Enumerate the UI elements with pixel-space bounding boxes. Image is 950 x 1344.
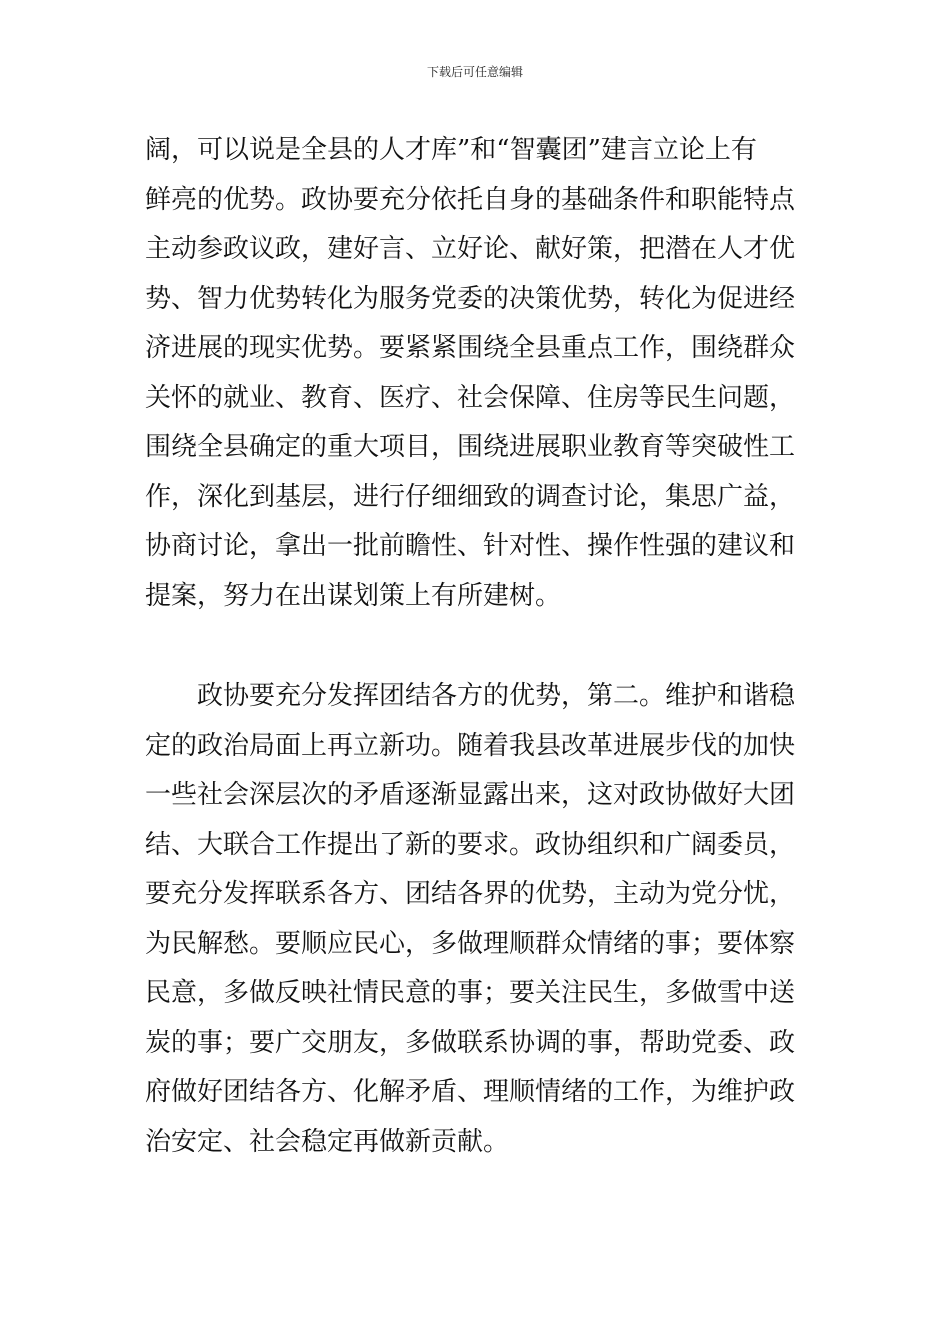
- paragraph-line: 提案，努力在出谋划策上有所建树。: [145, 580, 562, 611]
- paragraph-line: 阔，可以说是全县的人才库”和“智囊团”建言立论上有: [145, 135, 757, 165]
- paragraph-line: 结、大联合工作提出了新的要求。政协组织和广阔委员，: [145, 829, 796, 860]
- paragraph-line: 一些社会深层次的矛盾逐渐显露出来，这对政协做好大团: [145, 780, 796, 810]
- paragraph-line: 炭的事；要广交朋友，多做联系协调的事，帮助党委、政: [145, 1027, 796, 1058]
- paragraph-line: 要充分发挥联系各方、团结各界的优势，主动为党分忧，: [145, 879, 796, 909]
- paragraph-line: 协商讨论，拿出一批前瞻性、针对性、操作性强的建议和: [145, 531, 796, 561]
- paragraph-line: 围绕全县确定的重大项目，围绕进展职业教育等突破性工: [145, 432, 796, 462]
- paragraph-2: [145, 672, 810, 1167]
- paragraph-line: 主动参政议政，建好言、立好论、献好策，把潜在人才优: [145, 234, 796, 264]
- paragraph-line: 势、智力优势转化为服务党委的决策优势，转化为促进经: [145, 283, 796, 314]
- paragraph-line: 民意，多做反映社情民意的事；要关注民生，多做雪中送: [145, 978, 796, 1008]
- paragraph-line: 府做好团结各方、化解矛盾、理顺情绪的工作，为维护政: [145, 1077, 796, 1107]
- paragraph-line: 治安定、社会稳定再做新贡献。: [145, 1126, 510, 1157]
- paragraph-line: 定的政治局面上再立新功。随着我县改革进展步伐的加快: [145, 730, 796, 761]
- paragraph-line: 政协要充分发挥团结各方的优势，第二。维护和谐稳: [145, 681, 796, 711]
- paragraph-line: 鲜亮的优势。政协要充分依托自身的基础条件和职能特点: [145, 184, 796, 215]
- paragraph-line: 为民解愁。要顺应民心，多做理顺群众情绪的事；要体察: [145, 928, 796, 959]
- header-note: 下载后可任意编辑: [426, 65, 523, 79]
- paragraph-1: [145, 126, 810, 621]
- paragraph-line: 作，深化到基层，进行仔细细致的调查讨论，集思广益，: [145, 481, 796, 512]
- paragraph-line: 关怀的就业、教育、医疗、社会保障、住房等民生问题，: [145, 382, 796, 413]
- paragraph-line: 济进展的现实优势。要紧紧围绕全县重点工作，围绕群众: [145, 333, 796, 363]
